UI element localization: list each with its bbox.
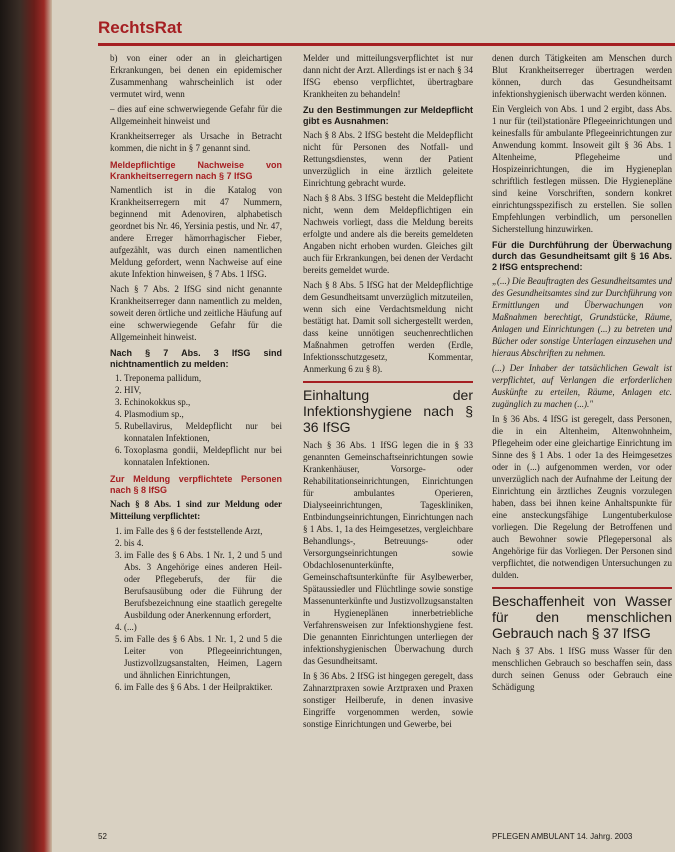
list-item: 5. im Falle des § 6 Abs. 1 Nr. 1, 2 und 5 die Leiter von Pflegeeinrichtungen, Justizvollzugsanstalten, Heimen, Lagern und ähnlichen Einrichtungen,	[124, 633, 282, 681]
subheading: Meldepflichtige Nachweise von Krankheitserregern nach § 7 IfSG	[110, 160, 282, 181]
list-item: 2. HIV,	[124, 384, 282, 396]
paragraph: In § 36 Abs. 2 IfSG ist hingegen geregelt, dass Zahnarztpraxen sowie Arztpraxen und Praxen sonstiger Heilberufe, in denen invasive Eingriffe vorgenommen werden, sowie sonstige Einrichtungen und Gewerbe, bei	[303, 671, 473, 729]
section-heading: Einhaltung der Infektionshygiene nach § 36 IfSG	[303, 381, 473, 435]
column-2	[303, 52, 473, 733]
intro-item: b) von einer oder an in gleichartigen Erkrankungen, bei denen ein epidemischer Zusammenhang wahrscheinlich ist oder vermutet wird, wenn	[110, 53, 282, 99]
paragraph: Nach § 7 Abs. 2 IfSG sind nicht genannte Krankheitserreger dann namentlich zu melden, soweit deren örtliche und zeitliche Häufung auf eine schwerwiegende Gefahr für die Allgemeinheit hinweist.	[110, 284, 282, 342]
column-1	[110, 52, 282, 696]
bold-heading: Nach § 7 Abs. 3 IfSG sind nichtnamentlich zu melden:	[110, 348, 282, 369]
page-number: 52	[98, 832, 107, 841]
quote-paragraph: „(...) Die Beauftragten des Gesundheitsamtes und des Gesundheitsamtes sind zur Durchführung von Ermittlungen und Überwachungen von Maßnahmen berechtigt, Grundstücke, Räume, Anlagen und Einrichtungen (...) zu betreten und Bücher oder sonstige Unterlagen einzusehen und hieraus Abschriften zu nehmen.	[492, 276, 672, 358]
header-rule	[98, 43, 675, 46]
obligated-persons-list	[110, 525, 282, 693]
list-item: 2. bis 4.	[124, 537, 282, 549]
pathogen-list	[110, 372, 282, 468]
list-item: 3. Echinokokkus sp.,	[124, 396, 282, 408]
list-item: 1. Treponema pallidum,	[124, 372, 282, 384]
paragraph: denen durch Tätigkeiten am Menschen durch Blut Krankheitserreger übertragen werden können, durch das Gesundheitsamt infektionshygienisch überwacht werden können.	[492, 53, 672, 99]
footer-source: PFLEGEN AMBULANT 14. Jahrg. 2003	[492, 832, 633, 841]
paragraph: Melder und mitteilungsverpflichtet ist nur dann nicht der Arzt. Allerdings ist er nach § 34 IfSG ebenso verpflichtet, übertragbare Krankheiten zu behandeln!	[303, 53, 473, 99]
bold-heading: Für die Durchführung der Überwachung durch das Gesundheitsamt gilt § 16 Abs. 2 IfSG entsprechend:	[492, 240, 672, 272]
section-heading: Beschaffenheit von Wasser für den menschlichen Gebrauch nach § 37 IfSG	[492, 587, 672, 641]
paragraph: Nach § 8 Abs. 3 IfSG besteht die Meldepflicht nicht, wenn dem Meldepflichtigen ein Nachweis vorliegt, dass die Meldung bereits erfolgte und andere als die bereits gemeldeten Angaben nicht erhoben wurden. Gleiches gilt auch für Erkrankungen, bei denen der Verdacht bereits gemeldet wurde.	[303, 193, 474, 275]
paragraph: Nach § 8 Abs. 5 IfSG hat der Meldepflichtige dem Gesundheitsamt unverzüglich mitzuteilen, wenn sich eine Verdachtsmeldung nicht bestätigt hat. Damit soll sichergestellt werden, dass keine unnötigen seuchenrechtlichen Maßnahmen getroffen werden (Erdle, Infektionsschutzgesetz, Kommentar, Anmerkung 6 zu § 8).	[303, 280, 473, 374]
paragraph: In § 36 Abs. 4 IfSG ist geregelt, dass Personen, die in ein Altenheim, Altenwohnheim, Pflegeheim oder eine gleichartige Einrichtung im Sinne des § 1 Abs. 1 oder 1a des Heimgesetzes oder in (...) aufgenommen werden, vor oder unverzüglich nach der Aufnahme der Leitung der Einrichtung ein ärztliches Zeugnis vorzulegen haben, dass bei ihnen keine Anhaltspunkte für eine ansteckungsfähige Lungentuberkulose vorliegen. Die Regelung der Betroffenen und auch Bewohner sowie Pflegepersonal als Angehörige für das Vorliegen. Der Personen sind verpflichtet, die notwendigen Untersuchungen zu dulden.	[492, 414, 672, 580]
paragraph: Nach § 8 Abs. 2 IfSG besteht die Meldepflicht nicht für Personen des Notfall- und Rettungsdienstes, wenn der Patient unverzüglich in eine ärztlich geleitete Einrichtung gebracht wurde.	[303, 130, 473, 188]
list-item: 4. (...)	[124, 621, 282, 633]
subheading: Zur Meldung verpflichtete Personen nach § 8 IfSG	[110, 474, 282, 495]
paragraph: Namentlich ist in die Katalog von Krankheitserregern mit 47 Nummern, beginnend mit Adenoviren, alphabetisch geordnet bis Nr. 46, Yersinia pestis, und Nr. 47, andere Erreger hämorrhagischer Fieber, aufgezählt, was durch einen namentlichen Meldung gefordert, wenn Nachweise auf eine akute Infektion hinweisen, § 7 Abs. 1 IfSG.	[110, 185, 282, 279]
section-title: RechtsRat	[98, 18, 183, 37]
list-item: 3. im Falle des § 6 Abs. 1 Nr. 1, 2 und 5 und Abs. 3 Angehörige eines anderen Heil- oder Pflegeberufs, der für die Berufsausübung oder die Führung der Berufsbezeichnung eine staatlich geregelte Ausbildung oder Anerkennung erfordert,	[124, 549, 282, 621]
list-item: 1. im Falle des § 6 der feststellende Arzt,	[124, 525, 282, 537]
paragraph: Nach § 37 Abs. 1 IfSG muss Wasser für den menschlichen Gebrauch so beschaffen sein, dass durch seinen Genuss oder Gebrauch eine Schädigung	[492, 646, 672, 692]
page-header	[98, 18, 182, 42]
intro-item: Krankheitserreger als Ursache in Betracht kommen, die nicht in § 7 genannt sind.	[110, 131, 282, 153]
paragraph: Nach § 8 Abs. 1 sind zur Meldung oder Mitteilung verpflichtet:	[110, 499, 282, 521]
binding-spine	[0, 0, 52, 852]
list-item: 5. Rubellavirus, Meldepflicht nur bei konnatalen Infektionen,	[124, 420, 282, 444]
paragraph: Nach § 36 Abs. 1 IfSG legen die in § 33 genannten Gemeinschaftseinrichtungen sowie Krankenhäuser, Vorsorge- oder Rehabilitationseinrichtungen, Einrichtungen für ambulantes Operieren, Dialyseeinrichtungen, Tageskliniken, Entbindungseinrichtungen, Einrichtungen nach § 1 Abs. 1, 1a des Heimgesetzes, vergleichbare Behandlungs-, Betreuungs- oder Versorgungseinrichtungen sowie Obdachlosenunterkünfte, Gemeinschaftsunterkünfte für Asylbewerber, Spätaussiedler und Flüchtlinge sowie sonstige Massenunterkünfte und Justizvollzugsanstalten in Hygieneplänen innerbetriebliche Verfahrensweisen zur Infektionshygiene fest. Die genannten Einrichtungen unterliegen der infektionshygienischen Überwachung durch das Gesundheitsamt.	[303, 440, 473, 666]
bold-heading: Zu den Bestimmungen zur Meldepflicht gibt es Ausnahmen:	[303, 105, 473, 126]
paragraph: Ein Vergleich von Abs. 1 und 2 ergibt, dass Abs. 1 nur für (teil)stationäre Pflegeeinrichtungen und keinesfalls für ambulante Pflegeeinrichtungen zur Anwendung kommt. Insoweit gilt § 36 Abs. 1 Altenheime, Pflegeheime und Hospizeinrichtungen, die im Hygieneplan schriftlich festlegen müssen. Die Hygienepläne sind keine Vorschriften, sondern konkret einrichtungsspezifisch zu erstellen. Sie sollen Empfehlungen verbindlich, um personellen Sicherstellung hinzuwirken.	[492, 104, 672, 234]
document-page	[52, 0, 675, 852]
list-item: 4. Plasmodium sp.,	[124, 408, 282, 420]
list-item: 6. Toxoplasma gondii, Meldepflicht nur bei konnatalen Infektionen.	[124, 444, 282, 468]
list-item: 6. im Falle des § 6 Abs. 1 der Heilpraktiker.	[124, 681, 282, 693]
quote-paragraph: (...) Der Inhaber der tatsächlichen Gewalt ist verpflichtet, auf Verlangen die erforderlichen Auskünfte zu erteilen, Räume, Anlagen etc. zugänglich zu machen (...)."	[492, 363, 672, 409]
intro-item: – dies auf eine schwerwiegende Gefahr für die Allgemeinheit hinweist und	[110, 104, 282, 126]
column-3	[492, 52, 672, 696]
